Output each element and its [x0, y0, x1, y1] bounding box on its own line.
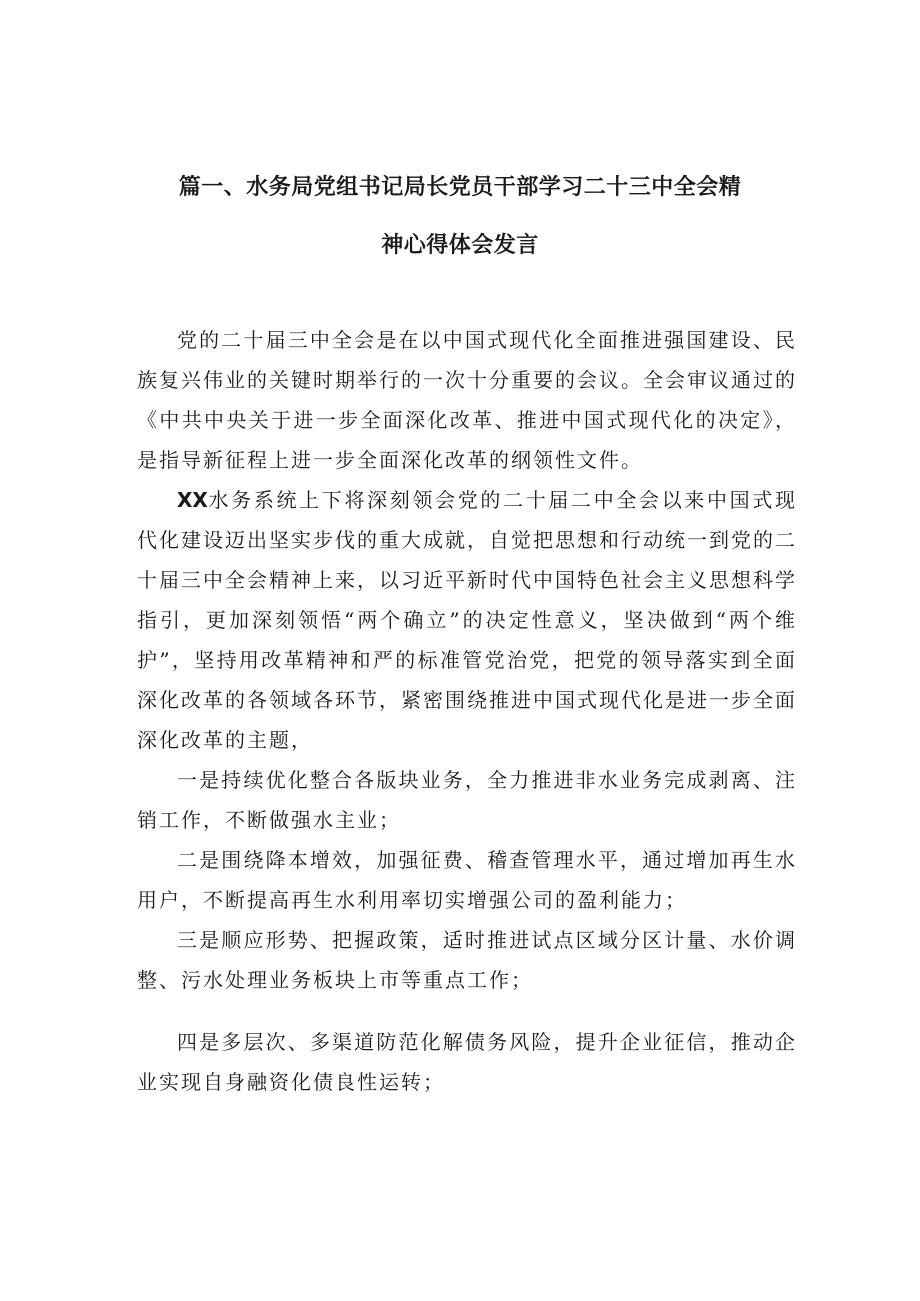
paragraph-item-2	[137, 840, 797, 920]
document-title-line-2: 神心得体会发言	[381, 233, 539, 258]
paragraph-lead: XX	[177, 488, 208, 512]
paragraph-system	[137, 480, 797, 760]
paragraph-text: 二是围绕降本增效，加强征费、稽查管理水平，通过增加再生水用户，不断提高再生水利用率切实增强公司的盈利能力；	[137, 848, 797, 912]
paragraph-item-4	[137, 1022, 797, 1102]
paragraph-text: 四是多层次、多渠道防范化解债务风险，提升企业征信，推动企业实现自身融资化债良性运转；	[137, 1030, 797, 1094]
paragraph-item-3	[137, 920, 797, 1000]
document-body	[137, 320, 797, 1102]
document-title-line-1: 篇一、水务局党组书记局长党员干部学习二十三中全会精	[178, 175, 742, 200]
paragraph-item-1	[137, 760, 797, 840]
paragraph-intro	[137, 320, 797, 480]
paragraph-text: 党的二十届三中全会是在以中国式现代化全面推进强国建设、民族复兴伟业的关键时期举行的一次十分重要的会议。全会审议通过的《中共中央关于进一步全面深化改革、推进中国式现代化的决定》，是指导新征程上进一步全面深化改革的纲领性文件。	[137, 328, 797, 472]
paragraph-text: 三是顺应形势、把握政策，适时推进试点区域分区计量、水价调整、污水处理业务板块上市等重点工作；	[137, 928, 797, 992]
paragraph-text: 一是持续优化整合各版块业务，全力推进非水业务完成剥离、注销工作，不断做强水主业；	[137, 768, 797, 832]
paragraph-text: 水务系统上下将深刻领会党的二十届二中全会以来中国式现代化建设迈出坚实步伐的重大成就，自觉把思想和行动统一到党的二十届三中全会精神上来，以习近平新时代中国特色社会主义思想科学指引，更加深刻领悟“两个确立”的决定性意义，坚决做到“两个维护”，坚持用改革精神和严的标准管党治党，把党的领导落实到全面深化改革的各领域各环节，紧密围绕推进中国式现代化是进一步全面深化改革的主题，	[137, 488, 797, 752]
